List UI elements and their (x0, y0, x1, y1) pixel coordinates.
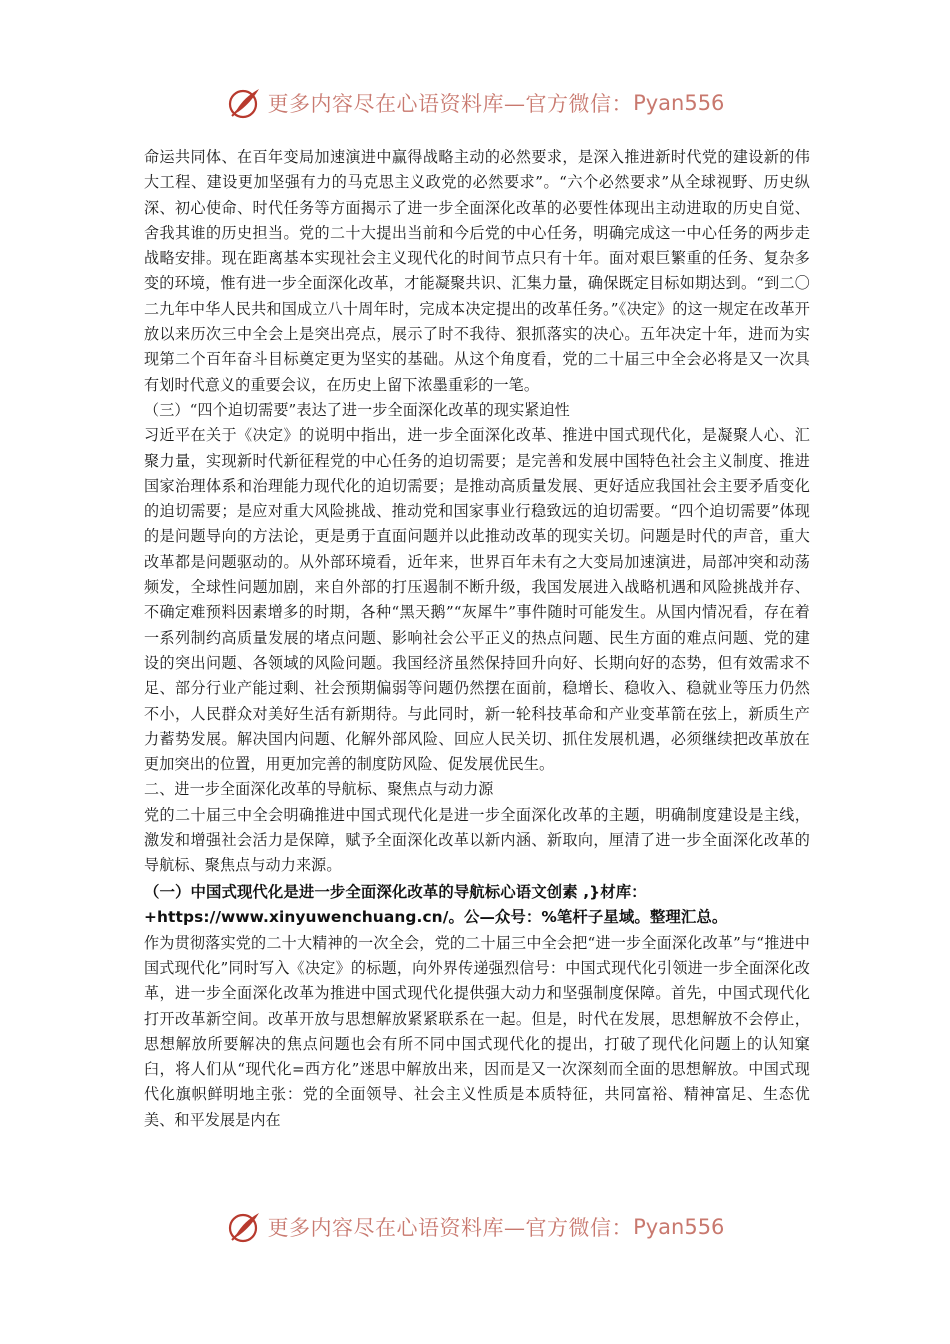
banner-text: 更多内容尽在心语资料库—官方微信： (267, 92, 634, 116)
section-heading-3: （三）“四个迫切需要”表达了进一步全面深化改革的现实紧迫性 (144, 400, 570, 419)
quill-logo-icon (226, 1209, 262, 1245)
chapter-heading-2: 二、进一步全面深化改革的导航标、聚焦点与动力源 (144, 780, 494, 799)
header-banner (0, 78, 950, 128)
document-body (144, 145, 810, 1133)
banner-wechat-id: Pyan556 (633, 1215, 725, 1239)
footer-banner (0, 1202, 950, 1252)
paragraph: 命运共同体、在百年变局加速演进中赢得战略主动的必然要求，是深入推进新时代党的建设新的伟大工程、建设更加坚强有力的马克思主义政党的必然要求”。“六个必然要求”从全球视野、历史纵深、初心使命、时代任务等方面揭示了进一步全面深化改革的必要性体现出主动进取的历史自觉、舍我其谁的历史担当。党的二十大提出当前和今后党的中心任务，明确完成这一中心任务的两步走战略安排。现在距离基本实现社会主义现代化的时间节点只有十年。面对艰巨繁重的任务、复杂多变的环境，惟有进一步全面深化改革，才能凝聚共识、汇集力量，确保既定目标如期达到。“到二〇二九年中华人民共和国成立八十周年时，完成本决定提出的改革任务。”《决定》的这一规定在改革开放以来历次三中全会上是突出亮点，展示了时不我待、狠抓落实的决心。五年决定十年，进而为实现第二个百年奋斗目标奠定更为坚实的基础。从这个角度看，党的二十届三中全会必将是又一次具有划时代意义的重要会议，在历史上留下浓墨重彩的一笔。 (144, 148, 810, 394)
paragraph: 作为贯彻落实党的二十大精神的一次全会，党的二十届三中全会把“进一步全面深化改革”与“推进中国式现代化”同时写入《决定》的标题，向外界传递强烈信号：中国式现代化引领进一步全面深化改革，进一步全面深化改革为推进中国式现代化提供强大动力和坚强制度保障。首先，中国式现代化打开改革新空间。改革开放与思想解放紧紧联系在一起。但是，时代在发展，思想解放不会停止，思想解放所要解决的焦点问题也会有所不同中国式现代化的提出，打破了现代化问题上的认知窠臼，将人们从“现代化=西方化”迷思中解放出来，因而是又一次深刻而全面的思想解放。中国式现代化旗帜鲜明地主张：党的全面领导、社会主义性质是本质特征，共同富裕、精神富足、生态优美、和平发展是内在 (144, 933, 810, 1129)
paragraph: 党的二十届三中全会明确推进中国式现代化是进一步全面深化改革的主题，明确制度建设是主线，激发和增强社会活力是保障，赋予全面深化改革以新内涵、新取向，厘清了进一步全面深化改革的导航标、聚焦点与动力来源。 (144, 805, 810, 875)
banner-text: 更多内容尽在心语资料库—官方微信： (267, 1216, 634, 1240)
quill-logo-icon (226, 85, 262, 121)
banner-wechat-id: Pyan556 (633, 91, 725, 115)
bold-heading-1: （一）中国式现代化是进一步全面深化改革的导航标心语文创素 ,}材库：+https://www.xinyuwenchuang.cn/。公—众号：%笔杆子星域。整理汇总。 (144, 882, 728, 927)
paragraph: 习近平在关于《决定》的说明中指出，进一步全面深化改革、推进中国式现代化，是凝聚人心、汇聚力量，实现新时代新征程党的中心任务的迫切需要；是完善和发展中国特色社会主义制度、推进国家治理体系和治理能力现代化的迫切需要；是推动高质量发展、更好适应我国社会主要矛盾变化的迫切需要；是应对重大风险挑战、推动党和国家事业行稳致远的迫切需要。“四个迫切需要”体现的是问题导向的方法论，更是勇于直面问题并以此推动改革的现实关切。问题是时代的声音，重大改革都是问题驱动的。从外部环境看，近年来，世界百年未有之大变局加速演进，局部冲突和动荡频发，全球性问题加剧，来自外部的打压遏制不断升级，我国发展进入战略机遇和风险挑战并存、不确定难预料因素增多的时期，各种“黑天鹅”“灰犀牛”事件随时可能发生。从国内情况看，存在着一系列制约高质量发展的堵点问题、影响社会公平正义的热点问题、民生方面的难点问题、党的建设的突出问题、各领域的风险问题。我国经济虽然保持回升向好、长期向好的态势，但有效需求不足、部分行业产能过剩、社会预期偏弱等问题仍然摆在面前，稳增长、稳收入、稳就业等压力仍然不小，人民群众对美好生活有新期待。与此同时，新一轮科技革命和产业变革箭在弦上，新质生产力蓄势发展。解决国内问题、化解外部风险、回应人民关切、抓住发展机遇，必须继续把改革放在更加突出的位置，用更加完善的制度防风险、促发展优民生。 (144, 426, 810, 774)
